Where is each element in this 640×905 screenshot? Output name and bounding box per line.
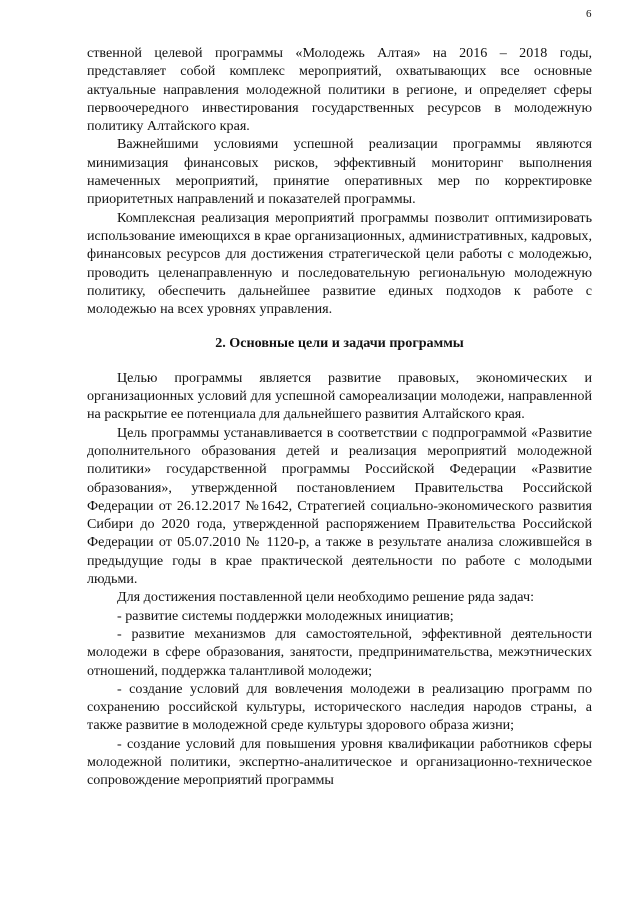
paragraph-goal: Целью программы является развитие правовых, экономических и организационных условий для успешной самореализации молодежи, направленной на раскрытие ее потенциала для дальнейшего развития Алтайского края. — [87, 369, 592, 423]
paragraph-continuation: ственной целевой программы «Молодежь Алтая» на 2016 – 2018 годы, представляет собой комплекс мероприятий, охватывающих все основные актуальные направления молодежной политики в регионе, и определяет сферы первоочередного инвестирования государственных ресурсов в молодежную политику Алтайского края. — [87, 45, 592, 135]
paragraph-complex-implementation: Комплексная реализация мероприятий программы позволит оптимизировать использование имеющихся в крае организационных, административных, кадровых, финансовых ресурсов для достижения стратегической цели работы с молодежью, проводить целенаправленную и последовательную региональную молодежную политику, обеспечить дальнейшее развитие единых подходов к работе с молодежью на всех уровнях управления. — [87, 209, 592, 318]
paragraph-goal-basis: Цель программы устанавливается в соответствии с подпрограммой «Развитие дополнительного образования детей и реализация мероприятий молодежной политики» государственной программы Российской Федерации «Развитие образования», утвержденной постановлением Правительства Российской Федерации от 26.12.2017 №1642, Стратегией социально-экономического развития Сибири до 2020 года, утвержденной распоряжением Правительства Российской Федерации от 05.07.2010 № 1120-р, а также в результате анализа сложившейся в предыдущие годы в крае практической деятельности по работе с молодыми людьми. — [87, 424, 592, 588]
task-item-4: - создание условий для повышения уровня квалификации работников сферы молодежной политики, экспертно-аналитическое и организационно-техническое сопровождение мероприятий программы — [87, 735, 592, 789]
task-item-2: - развитие механизмов для самостоятельной, эффективной деятельности молодежи в сфере образования, занятости, предпринимательства, межэтнических отношений, поддержка талантливой молодежи; — [87, 625, 592, 679]
task-item-1: - развитие системы поддержки молодежных инициатив; — [117, 607, 454, 624]
document-body — [87, 44, 592, 790]
section-heading: 2. Основные цели и задачи программы — [215, 335, 464, 352]
task-item-3: - создание условий для вовлечения молодежи в реализацию программ по сохранению российской культуры, исторического наследия народов страны, а также развитие в молодежной среде культуры здорового образа жизни; — [87, 680, 592, 734]
page-number: 6 — [586, 8, 592, 20]
paragraph-tasks-intro: Для достижения поставленной цели необходимо решение ряда задач: — [117, 589, 534, 606]
paragraph-conditions: Важнейшими условиями успешной реализации программы являются минимизация финансовых рисков, эффективный мониторинг выполнения намеченных мероприятий, принятие оперативных мер по корректировке приоритетных направлений и показателей программы. — [87, 136, 592, 208]
